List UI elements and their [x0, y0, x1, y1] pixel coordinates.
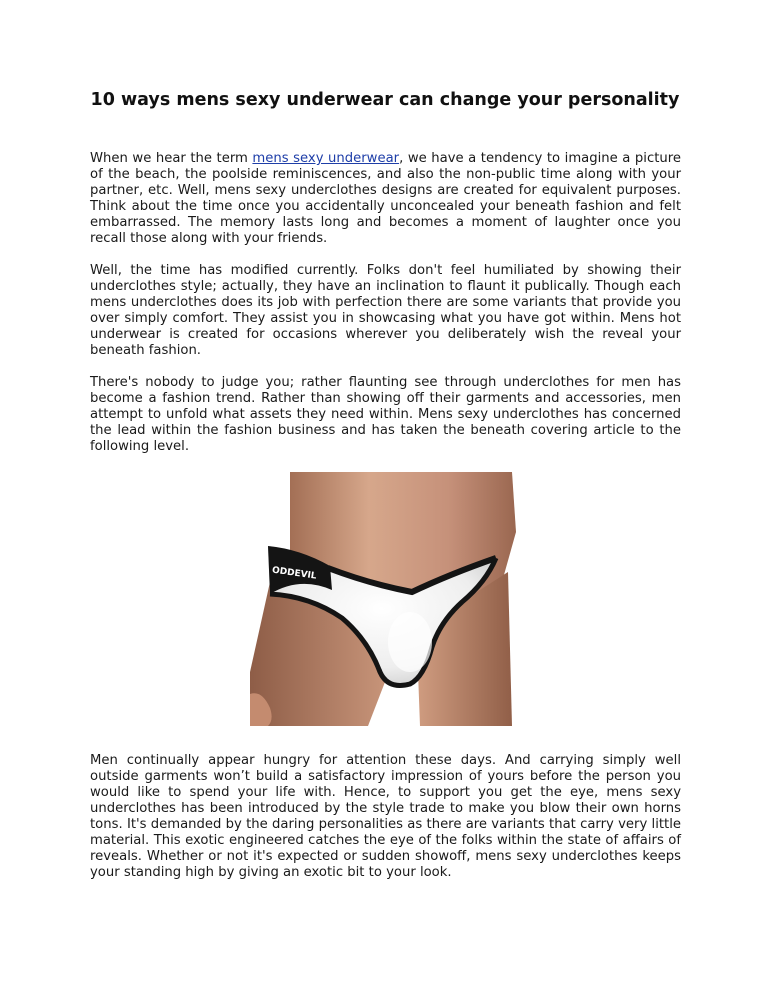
- paragraph-4: Men continually appear hungry for attention these days. And carrying simply well outside garments won’t build a satisfactory impression of yours before the person you would like to spend your life with. Hence, to support you get the eye, mens sexy underclothes has been introduced by the style trade to make you blow their own horns tons. It's demanded by the daring personalities as there are variants that carry very little material. This exotic engineered catches the eye of the folks within the state of affairs of reveals. Whether or not it's expected or sudden showoff, mens sexy underclothes keeps your standing high by giving an exotic bit to your look.: [90, 753, 681, 880]
- paragraph-3: There's nobody to judge you; rather flaunting see through underclothes for men has become a fashion trend. Rather than showing off their garments and accessories, men attempt to unfold what assets they need within. Mens sexy underclothes has concerned the lead within the fashion business and has taken the beneath covering article to the following level.: [90, 375, 681, 454]
- paragraph-2: Well, the time has modified currently. Folks don't feel humiliated by showing their underclothes style; actually, they have an inclination to flaunt it publically. Though each mens underclothes does its job with perfection there are some variants that provide you over simply comfort. They assist you in showcasing what you have got within. Mens hot underwear is created for occasions wherever you deliberately wish the reveal your beneath fashion.: [90, 263, 681, 358]
- paragraph-1-text-start: When we hear the term: [90, 151, 253, 166]
- underwear-product-photo: [250, 472, 516, 726]
- page-title: 10 ways mens sexy underwear can change your personality: [90, 90, 680, 110]
- mens-sexy-underwear-link[interactable]: mens sexy underwear: [252, 151, 400, 166]
- paragraph-1: [90, 151, 681, 247]
- paragraph-1-text-end: , we have a tendency to imagine a picture of the beach, the poolside reminiscences, and also the non-public time along with your partner, etc. Well, mens sexy underclothes designs are created for equivalent purposes. Think about the time once you accidentally unconcealed your beneath fashion and felt embarrassed. The memory lasts long and becomes a moment of laughter once you recall those along with your friends.: [90, 151, 681, 246]
- waistband-brand-text: ODDEVIL: [271, 565, 318, 582]
